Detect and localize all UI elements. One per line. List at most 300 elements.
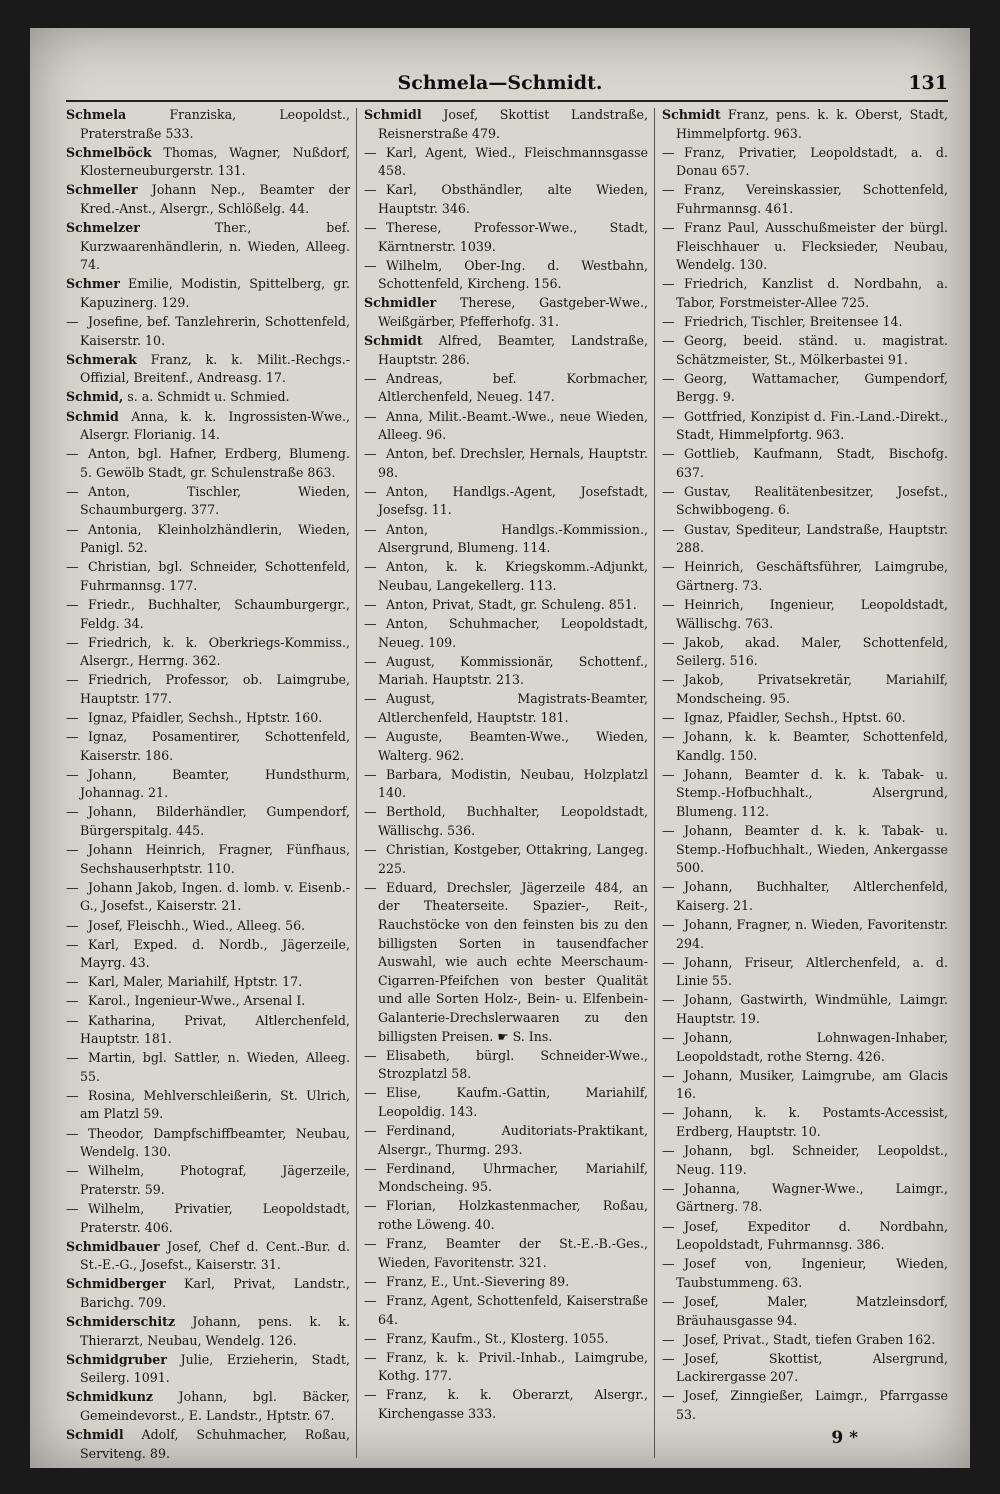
entry-details: Johann Heinrich, Fragner, Fünfhaus, Sechshauserhptstr. 110. xyxy=(80,842,350,876)
directory-entry xyxy=(66,1049,350,1086)
entry-surname: Schmidgruber xyxy=(66,1351,167,1367)
ditto-dash: — xyxy=(364,1123,377,1139)
directory-entry xyxy=(364,728,648,765)
ditto-dash: — xyxy=(364,1085,377,1101)
ditto-dash: — xyxy=(66,1163,79,1179)
ditto-dash: — xyxy=(66,936,79,952)
ditto-dash: — xyxy=(364,521,377,537)
ditto-dash: — xyxy=(364,257,377,273)
directory-entry xyxy=(662,558,948,595)
entry-details: Elisabeth, bürgl. Schneider-Wwe., Strozplatzl 58. xyxy=(378,1047,648,1082)
ditto-dash: — xyxy=(66,766,79,782)
entry-details: Wilhelm, Privatier, Leopoldstadt, Praterstr. 406. xyxy=(80,1200,350,1235)
entry-details: Friedr., Buchhalter, Schaumburgergr., Feldg. 34. xyxy=(80,596,350,631)
ditto-dash: — xyxy=(662,879,675,895)
ditto-dash: — xyxy=(662,672,675,688)
entry-details: Emilie, Modistin, Spittelberg, gr. Kapuzinerg. 129. xyxy=(80,276,350,310)
entry-details: Johann, Musiker, Laimgrube, am Glacis 16. xyxy=(676,1067,948,1102)
entry-surname: Schmidt xyxy=(662,107,721,122)
entry-details: Therese, Professor-Wwe., Stadt, Kärntnerstr. 1039. xyxy=(378,220,648,254)
entry-details: Karol., Ingenieur-Wwe., Arsenal I. xyxy=(88,993,306,1009)
entry-details: Johann, bgl. Schneider, Leopoldst., Neug. 119. xyxy=(676,1143,948,1177)
directory-entry xyxy=(364,596,648,615)
entry-details: Katharina, Privat, Altlerchenfeld, Hauptstr. 181. xyxy=(80,1012,350,1047)
ditto-dash: — xyxy=(662,710,675,725)
ditto-dash: — xyxy=(364,1160,377,1176)
directory-entry xyxy=(66,766,350,803)
entry-details: Gustav, Spediteur, Landstraße, Hauptstr. 288. xyxy=(676,521,948,556)
directory-entry xyxy=(662,445,948,482)
ditto-dash: — xyxy=(662,1388,675,1404)
entry-surname: Schmid xyxy=(66,408,119,424)
directory-entry xyxy=(662,634,948,671)
directory-entry xyxy=(364,1292,648,1329)
directory-entry xyxy=(364,1047,648,1084)
ditto-dash: — xyxy=(66,521,79,537)
directory-entry xyxy=(364,181,648,218)
directory-entry xyxy=(662,596,948,633)
ditto-dash: — xyxy=(66,1012,79,1028)
entry-details: Karl, Maler, Mariahilf, Hptstr. 17. xyxy=(88,974,303,990)
ditto-dash: — xyxy=(662,483,675,499)
entry-details: Ferdinand, Uhrmacher, Mariahilf, Mondscheing. 95. xyxy=(378,1160,648,1195)
entry-details: Ignaz, Posamentirer, Schottenfeld, Kaiserstr. 186. xyxy=(80,729,350,763)
entry-details: Anna, Milit.-Beamt.-Wwe., neue Wieden, Alleeg. 96. xyxy=(378,408,648,443)
directory-entry xyxy=(662,332,948,369)
directory-entry xyxy=(66,219,350,275)
ditto-dash: — xyxy=(662,1180,675,1196)
entry-details: Auguste, Beamten-Wwe., Wieden, Walterg. 962. xyxy=(378,729,648,763)
directory-entry xyxy=(364,690,648,727)
entry-details: Anton, bgl. Hafner, Erdberg, Blumeng. 5. Gewölb Stadt, gr. Schulenstraße 863. xyxy=(80,446,350,480)
directory-entry xyxy=(364,521,648,558)
directory-page xyxy=(30,28,970,1468)
directory-entry xyxy=(662,408,948,445)
entry-surname: Schmerak xyxy=(66,351,137,367)
directory-entry xyxy=(66,106,350,143)
entry-details: Johann, Friseur, Altlerchenfeld, a. d. Linie 55. xyxy=(676,954,948,989)
directory-entry xyxy=(66,1275,350,1312)
entry-details: Jakob, akad. Maler, Schottenfeld, Seilerg. 516. xyxy=(676,634,948,669)
entry-details: Elise, Kaufm.-Gattin, Mariahilf, Leopoldig. 143. xyxy=(378,1085,648,1119)
ditto-dash: — xyxy=(66,314,79,330)
entry-details: Johann, Beamter d. k. k. Tabak- u. Stemp.-Hofbuchhalt., Alsergrund, Blumeng. 112. xyxy=(676,766,948,819)
directory-entry xyxy=(662,1350,948,1387)
directory-entry xyxy=(662,1142,948,1179)
directory-entry xyxy=(66,992,350,1011)
directory-entry xyxy=(66,973,350,992)
ditto-dash: — xyxy=(364,879,377,895)
entry-details: Friedrich, Tischler, Breitensee 14. xyxy=(684,314,903,330)
ditto-dash: — xyxy=(662,1105,675,1121)
directory-entry xyxy=(364,1273,648,1292)
directory-entry xyxy=(66,1351,350,1388)
column-right xyxy=(662,106,948,1466)
entry-details: Eduard, Drechsler, Jägerzeile 484, an der Theaterseite. Spazier-, Reit-, Rauchstöcke von den feinsten bis zu den billigsten Sorten in tausendfacher Auswahl, wie auch echte Meerschaum-Cigarren-Pfeifchen von bester Qualität und alle Sorten Holz-, Bein- u. Elfenbein-Galanterie-Drechslerwaaren zu den billigsten Preisen. ☛ S. Ins. xyxy=(378,879,648,1044)
ditto-dash: — xyxy=(662,408,675,424)
ditto-dash: — xyxy=(662,823,675,839)
entry-details: Josef, Fleischh., Wied., Alleeg. 56. xyxy=(88,917,306,933)
directory-entry xyxy=(66,1200,350,1237)
ditto-dash: — xyxy=(364,1198,377,1214)
header-rule xyxy=(66,100,948,102)
ditto-dash: — xyxy=(662,182,675,198)
entry-details: Heinrich, Ingenieur, Leopoldstadt, Wällischg. 763. xyxy=(676,596,948,631)
directory-entry xyxy=(662,916,948,953)
entry-details: Martin, bgl. Sattler, n. Wieden, Alleeg. 55. xyxy=(80,1050,350,1084)
entry-details: Heinrich, Geschäftsführer, Laimgrube, Gärtnerg. 73. xyxy=(676,559,948,593)
ditto-dash: — xyxy=(66,974,79,990)
entry-details: Karl, Exped. d. Nordb., Jägerzeile, Mayrg. 43. xyxy=(80,936,350,971)
entry-details: Johann, k. k. Beamter, Schottenfeld, Kandlg. 150. xyxy=(676,729,948,763)
directory-entry xyxy=(662,106,948,143)
directory-entry xyxy=(66,917,350,936)
directory-entry xyxy=(66,803,350,840)
column-divider xyxy=(654,108,655,1458)
directory-entry xyxy=(66,1012,350,1049)
ditto-dash: — xyxy=(66,596,79,612)
entry-details: Anton, Tischler, Wieden, Schaumburgerg. 377. xyxy=(80,483,350,518)
ditto-dash: — xyxy=(662,1067,675,1083)
entry-details: Franz, Kaufm., St., Klosterg. 1055. xyxy=(386,1330,609,1346)
entry-details: Johann, Lohnwagen-Inhaber, Leopoldstadt, rothe Sterng. 426. xyxy=(676,1030,948,1064)
ditto-dash: — xyxy=(662,1331,675,1347)
ditto-dash: — xyxy=(662,333,675,349)
entry-surname: Schmid, xyxy=(66,389,124,405)
entry-surname: Schmidl xyxy=(364,107,422,122)
entry-details: Gustav, Realitätenbesitzer, Josefst., Schwibbogeng. 6. xyxy=(676,483,948,518)
entry-details: Josef von, Ingenieur, Wieden, Taubstummeng. 63. xyxy=(676,1256,948,1290)
ditto-dash: — xyxy=(364,804,377,820)
entry-surname: Schmelzer xyxy=(66,220,140,236)
entry-details: Franziska, Leopoldst., Praterstraße 533. xyxy=(80,107,350,141)
entry-details: Franz, Vereinskassier, Schottenfeld, Fuhrmannsg. 461. xyxy=(676,182,948,216)
ditto-dash: — xyxy=(662,1293,675,1309)
directory-entry xyxy=(662,878,948,915)
ditto-dash: — xyxy=(364,370,377,386)
ditto-dash: — xyxy=(662,1218,675,1234)
directory-entry xyxy=(364,1235,648,1272)
entry-details: Josef, Skottist, Alsergrund, Lackirergasse 207. xyxy=(676,1350,948,1385)
ditto-dash: — xyxy=(66,483,79,499)
ditto-dash: — xyxy=(662,1256,675,1272)
entry-details: Jakob, Privatsekretär, Mariahilf, Mondscheing. 95. xyxy=(676,672,948,706)
ditto-dash: — xyxy=(66,729,79,745)
directory-entry xyxy=(662,275,948,312)
entry-details: Johann, Fragner, n. Wieden, Favoritenstr. 294. xyxy=(676,917,948,951)
directory-entry xyxy=(66,144,350,181)
entry-details: Friedrich, Kanzlist d. Nordbahn, a. Tabor, Forstmeister-Allee 725. xyxy=(676,276,948,310)
directory-entry xyxy=(662,219,948,275)
ditto-dash: — xyxy=(364,1273,377,1289)
entry-details: Anton, Privat, Stadt, gr. Schuleng. 851. xyxy=(386,596,637,612)
directory-entry xyxy=(364,766,648,803)
entry-details: Alfred, Beamter, Landstraße, Hauptstr. 286. xyxy=(378,333,648,367)
directory-entry xyxy=(662,521,948,558)
entry-details: Josef, Expeditor d. Nordbahn, Leopoldstadt, Fuhrmannsg. 386. xyxy=(676,1218,948,1253)
directory-entry xyxy=(662,1218,948,1255)
directory-entry xyxy=(364,841,648,878)
directory-entry xyxy=(364,653,648,690)
ditto-dash: — xyxy=(662,370,675,386)
entry-details: Karl, Privat, Landstr., Barichg. 709. xyxy=(80,1276,350,1310)
entry-details: August, Kommissionär, Schottenf., Mariah. Hauptstr. 213. xyxy=(378,653,648,688)
directory-entry xyxy=(66,936,350,973)
ditto-dash: — xyxy=(364,729,377,745)
directory-entry xyxy=(66,558,350,595)
directory-entry xyxy=(662,709,948,728)
ditto-dash: — xyxy=(364,220,377,236)
ditto-dash: — xyxy=(66,917,79,933)
directory-entry xyxy=(66,879,350,916)
directory-entry xyxy=(662,1067,948,1104)
entry-details: Karl, Obsthändler, alte Wieden, Hauptstr. 346. xyxy=(378,182,648,216)
ditto-dash: — xyxy=(662,634,675,650)
directory-entry xyxy=(66,671,350,708)
entry-details: Friedrich, Professor, ob. Laimgrube, Hauptstr. 177. xyxy=(80,672,350,706)
entry-details: Rosina, Mehlverschleißerin, St. Ulrich, am Platzl 59. xyxy=(80,1087,350,1122)
directory-entry xyxy=(66,1125,350,1162)
directory-entry xyxy=(662,1293,948,1330)
entry-details: Karl, Agent, Wied., Fleischmannsgasse 458. xyxy=(378,144,648,179)
entry-surname: Schmidbauer xyxy=(66,1238,160,1254)
directory-entry xyxy=(364,332,648,369)
entry-details: Franz, Privatier, Leopoldstadt, a. d. Donau 657. xyxy=(676,144,948,179)
directory-entry xyxy=(66,728,350,765)
directory-entry xyxy=(66,596,350,633)
directory-entry xyxy=(66,634,350,671)
column-left xyxy=(66,106,350,1466)
entry-details: Ferdinand, Auditoriats-Praktikant, Alsergr., Thurmg. 293. xyxy=(378,1123,648,1157)
directory-entry xyxy=(66,313,350,350)
entry-details: Friedrich, k. k. Oberkriegs-Kommiss., Alsergr., Herrng. 362. xyxy=(80,634,350,669)
ditto-dash: — xyxy=(66,634,79,650)
directory-entry xyxy=(662,370,948,407)
entry-details: Gottlieb, Kaufmann, Stadt, Bischofg. 637. xyxy=(676,446,948,480)
directory-entry xyxy=(364,370,648,407)
entry-details: Wilhelm, Ober-Ing. d. Westbahn, Schottenfeld, Kircheng. 156. xyxy=(378,257,648,292)
directory-entry xyxy=(364,558,648,595)
ditto-dash: — xyxy=(662,766,675,782)
directory-entry xyxy=(662,1029,948,1066)
entry-details: Johann, Beamter d. k. k. Tabak- u. Stemp.-Hofbuchhalt., Wieden, Ankergasse 500. xyxy=(676,823,948,876)
directory-entry xyxy=(662,671,948,708)
entry-details: Ignaz, Pfaidler, Sechsh., Hptstr. 160. xyxy=(88,710,323,725)
entry-surname: Schmelböck xyxy=(66,144,152,160)
ditto-dash: — xyxy=(66,446,79,462)
entry-details: Franz Paul, Ausschußmeister der bürgl. Fleischhauer u. Flecksieder, Neubau, Wendelg. 130. xyxy=(676,220,948,273)
ditto-dash: — xyxy=(66,993,79,1009)
directory-entry xyxy=(66,445,350,482)
directory-entry xyxy=(364,106,648,143)
entry-details: Anna, k. k. Ingrossisten-Wwe., Alsergr. Florianig. 14. xyxy=(80,408,350,443)
entry-details: Georg, beeid. ständ. u. magistrat. Schätzmeister, St., Mölkerbastei 91. xyxy=(676,333,948,367)
ditto-dash: — xyxy=(662,521,675,537)
ditto-dash: — xyxy=(364,653,377,669)
entry-details: Anton, Schuhmacher, Leopoldstadt, Neueg. 109. xyxy=(378,616,648,650)
entry-details: Adolf, Schuhmacher, Roßau, Serviteng. 89. xyxy=(80,1427,350,1461)
entry-details: Anton, Handlgs.-Agent, Josefstadt, Josefsg. 11. xyxy=(378,483,648,518)
entry-details: Franz, k. k. Privil.-Inhab., Laimgrube, Kothg. 177. xyxy=(378,1349,648,1384)
ditto-dash: — xyxy=(364,1349,377,1365)
entry-surname: Schmidkunz xyxy=(66,1389,154,1405)
directory-entry xyxy=(662,1331,948,1350)
directory-entry xyxy=(66,841,350,878)
directory-entry xyxy=(66,1388,350,1425)
ditto-dash: — xyxy=(66,1087,79,1103)
entry-details: Christian, Kostgeber, Ottakring, Langeg. 225. xyxy=(378,842,648,876)
entry-details: Franz, Beamter der St.-E.-B.-Ges., Wieden, Favoritenstr. 321. xyxy=(378,1236,648,1270)
directory-entry xyxy=(364,1197,648,1234)
ditto-dash: — xyxy=(66,804,79,820)
ditto-dash: — xyxy=(66,1125,79,1141)
directory-entry xyxy=(364,1122,648,1159)
directory-entry xyxy=(364,294,648,331)
entry-surname: Schmeller xyxy=(66,182,138,198)
entry-details: Johann, pens. k. k. Thierarzt, Neubau, Wendelg. 126. xyxy=(80,1314,350,1348)
directory-entry xyxy=(66,709,350,728)
ditto-dash: — xyxy=(662,917,675,933)
entry-details: Franz, E., Unt.-Sievering 89. xyxy=(386,1273,570,1289)
ditto-dash: — xyxy=(364,1047,377,1063)
directory-entry xyxy=(662,1387,948,1424)
directory-entry xyxy=(66,1426,350,1463)
ditto-dash: — xyxy=(662,1143,675,1159)
directory-entry xyxy=(364,879,648,1046)
entry-details: Ther., bef. Kurzwaarenhändlerin, n. Wieden, Alleeg. 74. xyxy=(80,220,350,273)
ditto-dash: — xyxy=(364,144,377,160)
entry-details: Anton, bef. Drechsler, Hernals, Hauptstr. 98. xyxy=(378,446,648,480)
entry-details: Johann, Bilderhändler, Gumpendorf, Bürgerspitalg. 445. xyxy=(80,804,350,839)
directory-entry xyxy=(364,615,648,652)
entry-details: s. a. Schmidt u. Schmied. xyxy=(123,389,290,405)
entry-details: Johann, Beamter, Hundsthurm, Johannag. 21. xyxy=(80,766,350,801)
entry-details: Julie, Erzieherin, Stadt, Seilerg. 1091. xyxy=(80,1351,350,1386)
ditto-dash: — xyxy=(364,842,377,858)
directory-entry xyxy=(66,351,350,388)
directory-entry xyxy=(66,1087,350,1124)
entry-details: Johann, k. k. Postamts-Accessist, Erdberg, Hauptstr. 10. xyxy=(676,1105,948,1140)
entry-details: Wilhelm, Photograf, Jägerzeile, Praterstr. 59. xyxy=(80,1163,350,1197)
directory-entry xyxy=(364,803,648,840)
entry-details: Christian, bgl. Schneider, Schottenfeld, Fuhrmannsg. 177. xyxy=(80,559,350,593)
directory-entry xyxy=(66,1162,350,1199)
entry-details: Josef, Chef d. Cent.-Bur. d. St.-E.-G., Josefst., Kaiserstr. 31. xyxy=(80,1238,350,1273)
directory-entry xyxy=(662,1255,948,1292)
directory-entry xyxy=(662,766,948,822)
directory-entry xyxy=(66,1313,350,1350)
entry-details: Barbara, Modistin, Neubau, Holzplatzl 140. xyxy=(378,766,648,801)
entry-details: Antonia, Kleinholzhändlerin, Wieden, Panigl. 52. xyxy=(80,521,350,556)
directory-entry xyxy=(364,144,648,181)
ditto-dash: — xyxy=(662,144,675,160)
entry-details: Anton, Handlgs.-Kommission., Alsergrund, Blumeng. 114. xyxy=(378,521,648,556)
ditto-dash: — xyxy=(364,1387,377,1403)
ditto-dash: — xyxy=(66,1200,79,1216)
entry-details: Johann, Gastwirth, Windmühle, Laimgr. Hauptstr. 19. xyxy=(676,992,948,1026)
entry-details: Therese, Gastgeber-Wwe., Weißgärber, Pfefferhofg. 31. xyxy=(378,295,648,330)
ditto-dash: — xyxy=(662,220,675,236)
ditto-dash: — xyxy=(662,559,675,575)
running-header xyxy=(30,72,970,102)
entry-details: Josef, Privat., Stadt, tiefen Graben 162. xyxy=(684,1331,936,1347)
entry-details: Franz, k. k. Oberarzt, Alsergr., Kirchengasse 333. xyxy=(378,1387,648,1421)
directory-entry xyxy=(66,483,350,520)
directory-entry xyxy=(662,181,948,218)
ditto-dash: — xyxy=(662,729,675,745)
entry-details: Florian, Holzkastenmacher, Roßau, rothe Löweng. 40. xyxy=(378,1198,648,1233)
directory-entry xyxy=(662,1180,948,1217)
ditto-dash: — xyxy=(364,446,377,462)
entry-details: Johann Nep., Beamter der Kred.-Anst., Alsergr., Schlößelg. 44. xyxy=(80,182,350,216)
entry-details: Johann, bgl. Bäcker, Gemeindevorst., E. Landstr., Hptstr. 67. xyxy=(80,1389,350,1423)
ditto-dash: — xyxy=(66,672,79,688)
entry-surname: Schmidberger xyxy=(66,1276,166,1292)
ditto-dash: — xyxy=(364,1292,377,1308)
directory-entry xyxy=(66,275,350,312)
page-number: 131 xyxy=(908,72,948,94)
directory-entry xyxy=(364,257,648,294)
entry-details: Georg, Wattamacher, Gumpendorf, Bergg. 9. xyxy=(676,370,948,405)
ditto-dash: — xyxy=(662,446,675,462)
directory-entry xyxy=(662,144,948,181)
ditto-dash: — xyxy=(662,954,675,970)
entry-surname: Schmidl xyxy=(66,1427,124,1443)
entry-details: Anton, k. k. Kriegskomm.-Adjunkt, Neubau, Langekellerg. 113. xyxy=(378,559,648,593)
ditto-dash: — xyxy=(66,1050,79,1066)
directory-entry xyxy=(364,408,648,445)
directory-entry xyxy=(364,1330,648,1349)
column-middle xyxy=(364,106,648,1466)
ditto-dash: — xyxy=(662,1030,675,1046)
directory-entry xyxy=(364,483,648,520)
directory-entry xyxy=(662,822,948,878)
directory-entry xyxy=(662,728,948,765)
ditto-dash: — xyxy=(66,842,79,858)
ditto-dash: — xyxy=(66,710,79,725)
directory-entry xyxy=(364,1386,648,1423)
entry-details: Ignaz, Pfaidler, Sechsh., Hptst. 60. xyxy=(684,710,906,725)
entry-details: Franz, Agent, Schottenfeld, Kaiserstraße 64. xyxy=(378,1292,648,1327)
entry-details: Johanna, Wagner-Wwe., Laimgr., Gärtnerg. 78. xyxy=(676,1180,948,1215)
entry-details: Johann Jakob, Ingen. d. lomb. v. Eisenb.-G., Josefst., Kaiserstr. 21. xyxy=(80,879,350,914)
entry-details: August, Magistrats-Beamter, Altlerchenfeld, Hauptstr. 181. xyxy=(378,691,648,725)
directory-entry xyxy=(66,408,350,445)
entry-surname: Schmiderschitz xyxy=(66,1314,176,1329)
ditto-dash: — xyxy=(662,314,675,330)
ditto-dash: — xyxy=(66,559,79,575)
ditto-dash: — xyxy=(662,1350,675,1366)
directory-entry xyxy=(662,954,948,991)
ditto-dash: — xyxy=(662,276,675,292)
ditto-dash: — xyxy=(364,182,377,198)
column-divider xyxy=(356,108,357,1458)
entry-details: Josef, Skottist Landstraße, Reisnerstraße 479. xyxy=(378,107,648,141)
ditto-dash: — xyxy=(66,879,79,895)
directory-entry xyxy=(364,1349,648,1386)
ditto-dash: — xyxy=(364,1330,377,1346)
entry-surname: Schmidt xyxy=(364,333,423,349)
ditto-dash: — xyxy=(364,616,377,632)
directory-entry xyxy=(662,313,948,332)
directory-entry xyxy=(662,1104,948,1141)
ditto-dash: — xyxy=(364,483,377,499)
directory-entry xyxy=(364,445,648,482)
ditto-dash: — xyxy=(662,992,675,1008)
entry-details: Theodor, Dampfschiffbeamter, Neubau, Wendelg. 130. xyxy=(80,1125,350,1160)
directory-entry xyxy=(662,483,948,520)
ditto-dash: — xyxy=(364,766,377,782)
